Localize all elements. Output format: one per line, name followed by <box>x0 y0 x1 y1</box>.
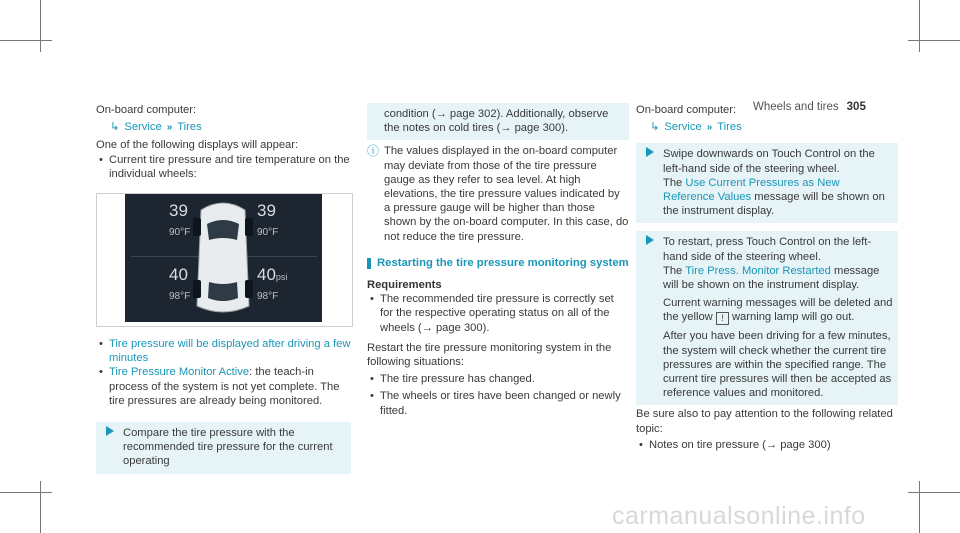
menu-path <box>650 120 898 135</box>
step-restart-text: To restart, press Touch Control on the left-hand side of the steering wheel. <box>663 236 872 263</box>
double-chevron-icon: » <box>706 122 713 134</box>
watermark: carmanualsonline.info <box>612 502 866 530</box>
message-suffix: message will be shown on the instrument display. <box>663 191 885 218</box>
section-title: Restarting the tire pressure monitoring system <box>367 256 629 270</box>
return-arrow-icon: ↳ <box>110 121 120 134</box>
step-continued-text: condition (→ page 302). Additionally, observe the notes on cold tires (→ page 300). <box>384 108 609 135</box>
rear-left-pressure: 40 <box>169 265 188 285</box>
path-service: Service <box>124 121 162 134</box>
use-current-pressures-message: Use Current Pressures as New Reference Values <box>663 176 840 204</box>
step-arrow-icon <box>646 147 654 157</box>
intro: On-board computer: <box>96 104 197 116</box>
column-2 <box>367 103 629 418</box>
situation-wheels-changed: • The wheels or tires have been changed or newly fitted. <box>367 389 629 417</box>
step-compare <box>96 422 351 474</box>
menu-path <box>110 120 351 135</box>
bullet-pressure-after-driving: • Tire pressure will be displayed after driving a few minutes <box>96 337 351 365</box>
rear-right-value: 40 <box>257 265 276 285</box>
message-prefix: The <box>663 176 683 189</box>
crop-mark <box>40 481 41 533</box>
step-arrow-icon <box>106 426 114 436</box>
step-swipe-message <box>663 176 894 219</box>
info-note-text: The values displayed in the on-board computer may deviate from those of the tire pressure gauge as they refer to sea level. At high elevations, the tire pressure values indicated by a pressure gauge will be higher than those shown by the on-board computer. In this case, do not reduce the tire pressure. <box>384 145 629 243</box>
warning-prefix: Current warning messages will be deleted and the yellow <box>663 297 893 324</box>
requirement-item: • The recommended tire pressure is correctly set for the respective operating status on all of the wheels (→ page 300). <box>367 292 629 335</box>
rear-right-pressure <box>257 265 288 285</box>
attention-text: Be sure also to pay attention to the following related topic: <box>636 408 893 435</box>
rear-right-temp: 98°F <box>257 291 279 303</box>
related-topic: • Notes on tire pressure (→ page 300) <box>636 438 898 452</box>
monitor-active-text: : the teach-in process of the system is not yet complete. The tire pressures are already being monitored. <box>109 366 340 407</box>
step-compare-text: Compare the tire pressure with the recommended tire pressure for the current operating <box>123 427 333 468</box>
step-restart-check: After you have been driving for a few minutes, the system will check whether the current tire pressures are within the specified range. The current tire pressures will then be accepted as reference values and monitored. <box>663 330 892 400</box>
instrument-display <box>125 194 322 322</box>
requirements-title: Requirements <box>367 279 442 292</box>
crop-mark <box>0 492 52 493</box>
step-swipe-text: Swipe downwards on Touch Control on the left-hand side of the steering wheel. <box>663 148 875 175</box>
intro: On-board computer: <box>636 104 737 116</box>
path-service: Service <box>664 121 702 134</box>
step-arrow-icon <box>646 235 654 245</box>
step-compare-continued <box>367 103 629 140</box>
step-restart-message <box>663 264 894 292</box>
page-number: 305 <box>846 101 866 113</box>
situation-pressure-changed: • The tire pressure has changed. <box>367 372 629 386</box>
monitor-restarted-message: Tire Press. Monitor Restarted <box>685 264 831 277</box>
info-note <box>367 144 629 243</box>
path-tires: Tires <box>717 121 742 134</box>
message-suffix: message will be shown on the instrument display. <box>663 264 880 292</box>
front-left-temp: 90°F <box>169 227 191 239</box>
section-name: Wheels and tires <box>753 101 839 113</box>
step-swipe <box>636 143 898 223</box>
crop-mark <box>919 481 920 533</box>
double-chevron-icon: » <box>166 122 173 134</box>
message-prefix: The <box>663 264 683 277</box>
crop-mark <box>919 0 920 52</box>
rear-left-temp: 98°F <box>169 291 191 303</box>
step-restart-warning <box>663 296 894 325</box>
lead-text: One of the following displays will appear: <box>96 139 299 152</box>
column-3 <box>636 103 898 452</box>
tire-pressure-figure <box>96 193 353 327</box>
pressure-unit: psi <box>275 272 288 283</box>
crop-mark <box>908 40 960 41</box>
warning-suffix: warning lamp will go out. <box>731 311 855 324</box>
return-arrow-icon: ↳ <box>650 121 660 134</box>
bullet-current-pressure: • Current tire pressure and tire temperature on the individual wheels: <box>96 153 351 181</box>
info-icon: ⓘ <box>367 144 380 159</box>
tire-warning-lamp-icon: ! <box>716 312 729 325</box>
front-right-temp: 90°F <box>257 227 279 239</box>
column-1 <box>96 103 351 474</box>
front-right-pressure: 39 <box>257 201 276 221</box>
car-top-view-icon <box>125 194 322 322</box>
path-tires: Tires <box>177 121 202 134</box>
crop-mark <box>908 492 960 493</box>
crop-mark <box>0 40 52 41</box>
monitor-active-link: Tire Pressure Monitor Active <box>109 366 250 379</box>
restart-lead: Restart the tire pressure monitoring system in the following situations: <box>367 341 612 369</box>
bullet-monitor-active <box>96 365 351 408</box>
step-restart <box>636 231 898 405</box>
crop-mark <box>40 0 41 52</box>
front-left-pressure: 39 <box>169 201 188 221</box>
